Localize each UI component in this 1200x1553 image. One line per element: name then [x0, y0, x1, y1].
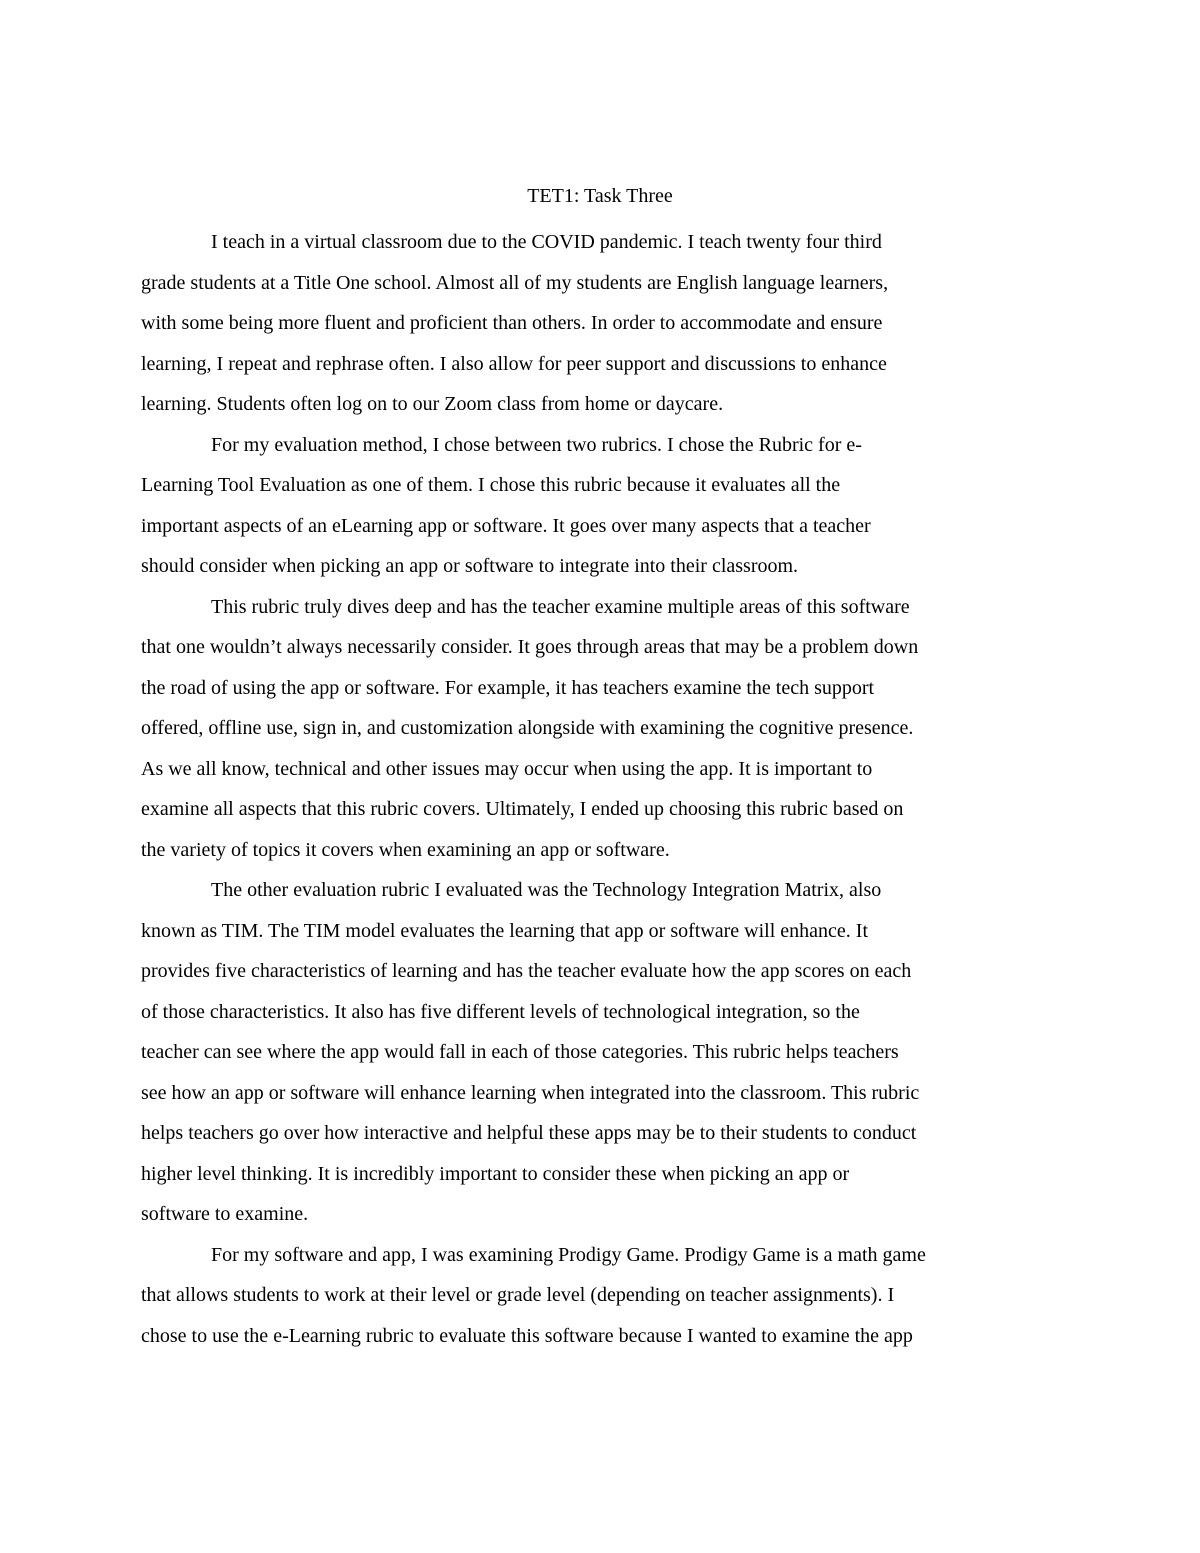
text-line: learning, I repeat and rephrase often. I also allow for peer support and discussions to enhance: [141, 352, 887, 375]
text-line: software to examine.: [141, 1203, 309, 1225]
text-line: should consider when picking an app or software to integrate into their classroom.: [141, 555, 799, 577]
text-line: known as TIM. The TIM model evaluates the learning that app or software will enhance. It: [141, 919, 869, 942]
text-line: of those characteristics. It also has five different levels of technological integration, so the: [141, 1000, 860, 1023]
paragraph-first-line: I teach in a virtual classroom due to the COVID pandemic. I teach twenty four third: [211, 231, 882, 253]
text-line: the road of using the app or software. For example, it has teachers examine the tech support: [141, 676, 875, 699]
text-line: see how an app or software will enhance learning when integrated into the classroom. This rubric: [141, 1081, 920, 1104]
text-line: grade students at a Title One school. Almost all of my students are English language learners,: [141, 271, 889, 294]
text-line: helps teachers go over how interactive and helpful these apps may be to their students to conduct: [141, 1122, 917, 1144]
text-line: the variety of topics it covers when examining an app or software.: [141, 838, 670, 861]
text-line: Learning Tool Evaluation as one of them. I chose this rubric because it evaluates all the: [141, 474, 841, 496]
text-line: important aspects of an eLearning app or software. It goes over many aspects that a teacher: [141, 514, 871, 537]
text-line: offered, offline use, sign in, and customization alongside with examining the cognitive presence.: [141, 717, 914, 739]
text-line: learning. Students often log on to our Zoom class from home or daycare.: [141, 393, 724, 415]
document-title: TET1: Task Three: [527, 185, 673, 207]
text-line: that allows students to work at their level or grade level (depending on teacher assignments). I: [141, 1284, 895, 1306]
text-line: higher level thinking. It is incredibly important to consider these when picking an app or: [141, 1162, 850, 1185]
text-line: with some being more fluent and proficient than others. In order to accommodate and ensure: [141, 312, 883, 334]
text-line: As we all know, technical and other issues may occur when using the app. It is important to: [141, 757, 873, 780]
paragraph-first-line: The other evaluation rubric I evaluated was the Technology Integration Matrix, also: [211, 879, 882, 901]
text-line: provides five characteristics of learning and has the teacher evaluate how the app scores on each: [141, 960, 912, 982]
text-line: teacher can see where the app would fall in each of those categories. This rubric helps teachers: [141, 1041, 899, 1063]
paragraph-first-line: This rubric truly dives deep and has the teacher examine multiple areas of this software: [211, 595, 910, 618]
document-body: [141, 222, 1061, 1356]
text-line: examine all aspects that this rubric covers. Ultimately, I ended up choosing this rubric based on: [141, 798, 904, 820]
paragraph-first-line: For my software and app, I was examining Prodigy Game. Prodigy Game is a math game: [211, 1243, 926, 1266]
text-line: that one wouldn’t always necessarily consider. It goes through areas that may be a problem down: [141, 636, 919, 658]
paragraph-first-line: For my evaluation method, I chose between two rubrics. I chose the Rubric for e-: [211, 433, 862, 456]
text-line: chose to use the e-Learning rubric to evaluate this software because I wanted to examine the app: [141, 1324, 913, 1347]
